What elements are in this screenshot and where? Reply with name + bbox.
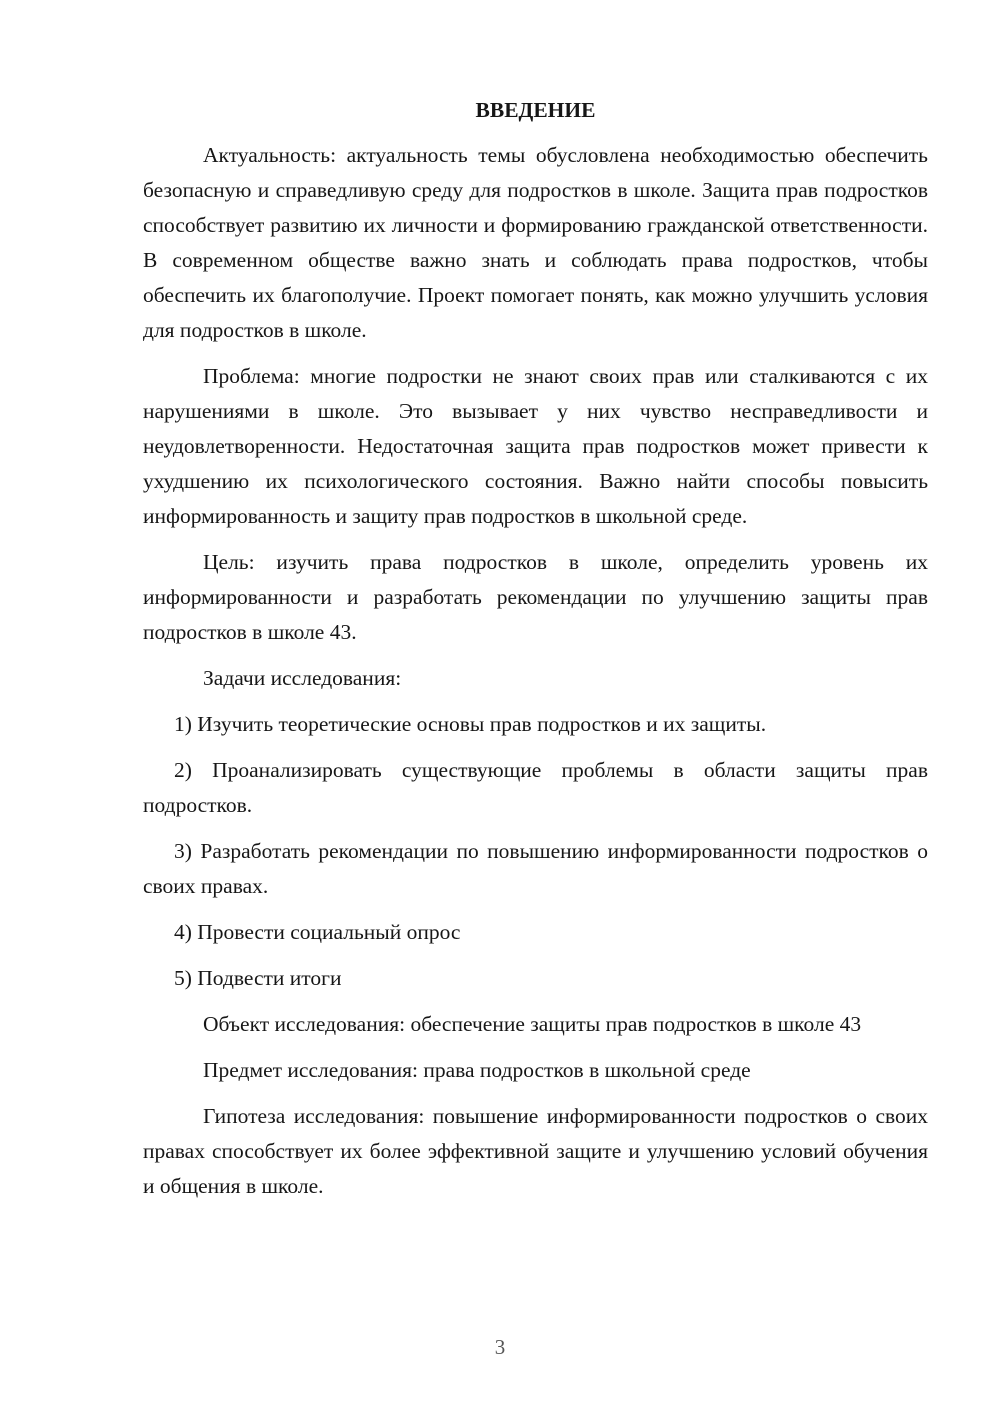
- section-heading: ВВЕДЕНИЕ: [475, 98, 596, 122]
- task-item: 5) Подвести итоги: [174, 966, 342, 990]
- subject-paragraph: Предмет исследования: права подростков в школьной среде: [203, 1058, 751, 1082]
- task-item: 4) Провести социальный опрос: [174, 920, 461, 944]
- hypothesis-paragraph: Гипотеза исследования: повышение информированности подростков о своих правах способствует их более эффективной защите и улучшению условий обучения и общения в школе.: [143, 1104, 928, 1198]
- relevance-paragraph: Актуальность: актуальность темы обусловлена необходимостью обеспечить безопасную и справедливую среду для подростков в школе. Защита прав подростков способствует развитию их личности и формированию гражданской ответственности. В современном обществе важно знать и соблюдать права подростков, чтобы обеспечить их благополучие. Проект помогает понять, как можно улучшить условия для подростков в школе.: [143, 143, 928, 342]
- object-paragraph: Объект исследования: обеспечение защиты прав подростков в школе 43: [203, 1012, 862, 1036]
- problem-paragraph: Проблема: многие подростки не знают своих прав или сталкиваются с их нарушениями в школе. Это вызывает у них чувство несправедливости и неудовлетворенности. Недостаточная защита прав подростков может привести к ухудшению их психологического состояния. Важно найти способы повысить информированность и защиту прав подростков в школьной среде.: [143, 364, 928, 528]
- task-item: 2) Проанализировать существующие проблемы в области защиты прав подростков.: [143, 758, 928, 817]
- goal-paragraph: Цель: изучить права подростков в школе, определить уровень их информированности и разработать рекомендации по улучшению защиты прав подростков в школе 43.: [143, 550, 928, 644]
- page-number: 3: [494, 1335, 506, 1359]
- task-item: 1) Изучить теоретические основы прав подростков и их защиты.: [174, 712, 767, 736]
- task-item: 3) Разработать рекомендации по повышению информированности подростков о своих правах.: [143, 839, 928, 898]
- tasks-intro: Задачи исследования:: [203, 666, 402, 690]
- document-body: [143, 94, 928, 1215]
